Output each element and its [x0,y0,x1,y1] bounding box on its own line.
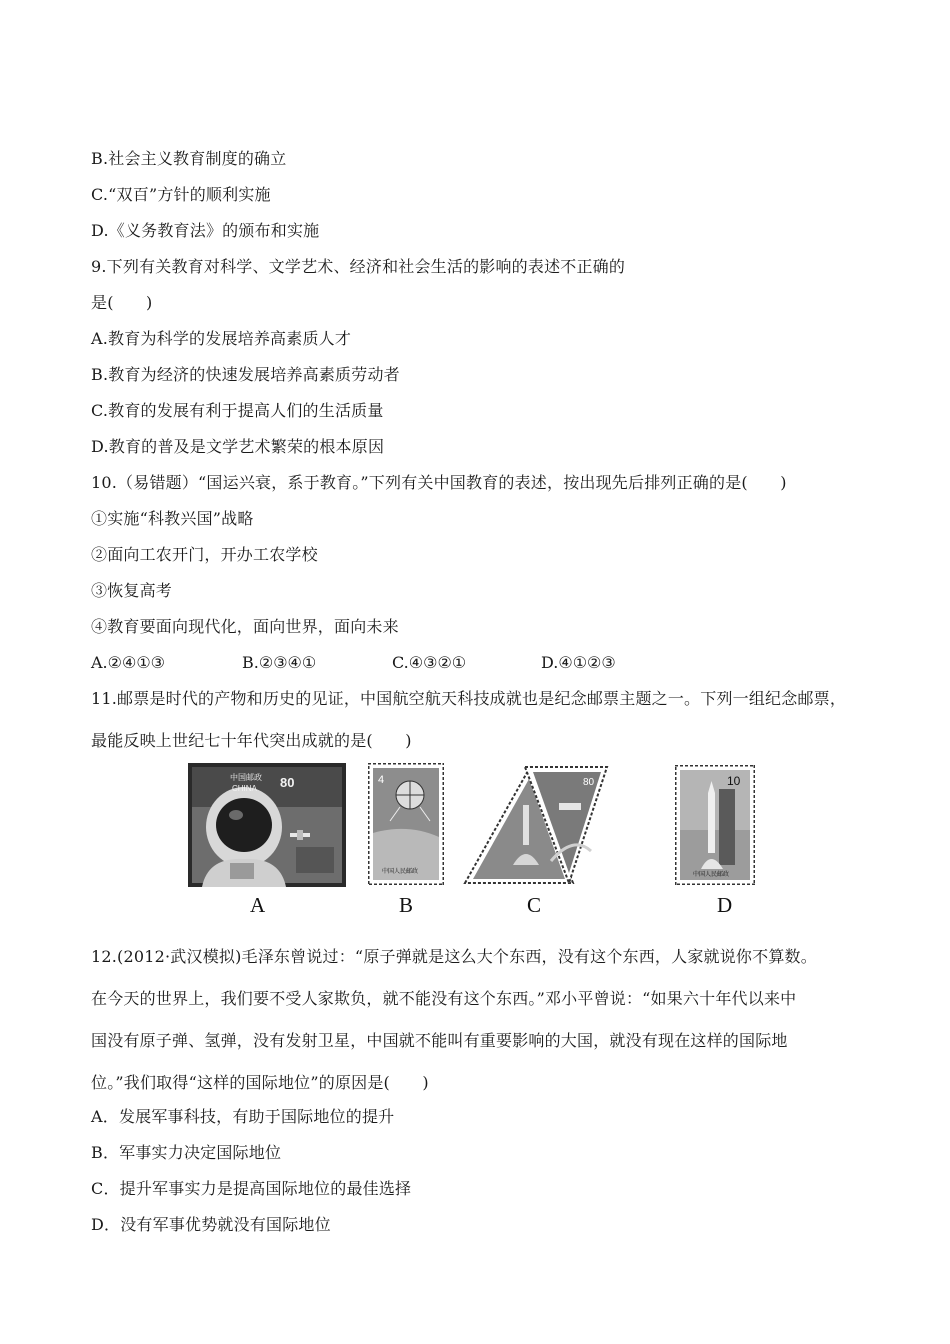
stamp-d-value: 10 [727,774,741,788]
q8-option-d: D.《义务教育法》的颁布和实施 [91,221,320,240]
q8-option-b: B.社会主义教育制度的确立 [91,149,287,168]
q10-item-4: ④教育要面向现代化，面向世界，面向未来 [91,617,399,636]
stamp-d-issuer: 中国人民邮政 [693,871,730,878]
q11-stem-line2: 最能反映上世纪七十年代突出成就的是( ) [91,731,412,750]
q12-option-b: B．军事实力决定国际地位 [91,1143,282,1162]
q9-option-a: A.教育为科学的发展培养高素质人才 [91,329,352,348]
q12-line4: 位。”我们取得“这样的国际地位”的原因是( ) [91,1073,429,1092]
q12-option-d: D．没有军事优势就没有国际地位 [91,1215,331,1234]
stamp-a-country: 中国邮政 [230,773,262,782]
stamp-c-value: 80 [583,777,595,788]
q10-item-1: ①实施“科教兴国”战略 [91,509,254,528]
q9-option-d: D.教育的普及是文学艺术繁荣的根本原因 [91,437,385,456]
q10-option-a: A.②④①③ [91,653,166,672]
q12-option-a: A．发展军事科技，有助于国际地位的提升 [91,1107,395,1126]
q10-item-2: ②面向工农开门，开办工农学校 [91,545,318,564]
stamp-a-value: 80 [280,775,295,790]
q9-stem-line1: 9.下列有关教育对科学、文学艺术、经济和社会生活的影响的表述不正确的 [91,257,626,276]
stamp-b-value: 4 [378,774,385,786]
q10-item-3: ③恢复高考 [91,581,173,600]
stamp-b-issuer: 中国人民邮政 [382,868,419,875]
q12-line3: 国没有原子弹、氢弹，没有发射卫星，中国就不能叫有重要影响的大国，就没有现在这样的国际地 [91,1031,788,1050]
stamp-a-astronaut [188,763,346,887]
q12-line1: 12.(2012·武汉模拟)毛泽东曾说过：“原子弹就是这么大个东西，没有这个东西，人家就说你不算数。 [91,947,817,966]
stamp-label-a: A [250,893,266,917]
q10-option-c: C.④③②① [392,653,467,672]
stamp-label-b: B [399,893,414,917]
q9-option-c: C.教育的发展有利于提高人们的生活质量 [91,401,384,420]
q12-option-c: C．提升军事实力是提高国际地位的最佳选择 [91,1179,412,1198]
stamp-b-satellite [368,763,444,885]
q9-stem-line2: 是( ) [91,293,153,312]
stamp-d-rocket [675,765,755,885]
stamp-label-d: D [717,893,733,917]
q10-option-d: D.④①②③ [541,653,616,672]
q9-option-b: B.教育为经济的快速发展培养高素质劳动者 [91,365,400,384]
stamp-c-triangle-pair [463,765,609,887]
q10-option-b: B.②③④① [242,653,317,672]
q12-line2: 在今天的世界上，我们要不受人家欺负，就不能没有这个东西。”邓小平曾说：“如果六十年代以来中 [91,989,797,1008]
stamp-label-c: C [527,893,542,917]
stamp-a-latin: CHINA [232,784,257,793]
q8-option-c: C.“双百”方针的顺利实施 [91,185,271,204]
q10-stem: 10.（易错题）“国运兴衰，系于教育。”下列有关中国教育的表述，按出现先后排列正确的是( ) [91,473,787,492]
q11-stem-line1: 11.邮票是时代的产物和历史的见证，中国航空航天科技成就也是纪念邮票主题之一。下列一组纪念邮票， [91,689,847,708]
